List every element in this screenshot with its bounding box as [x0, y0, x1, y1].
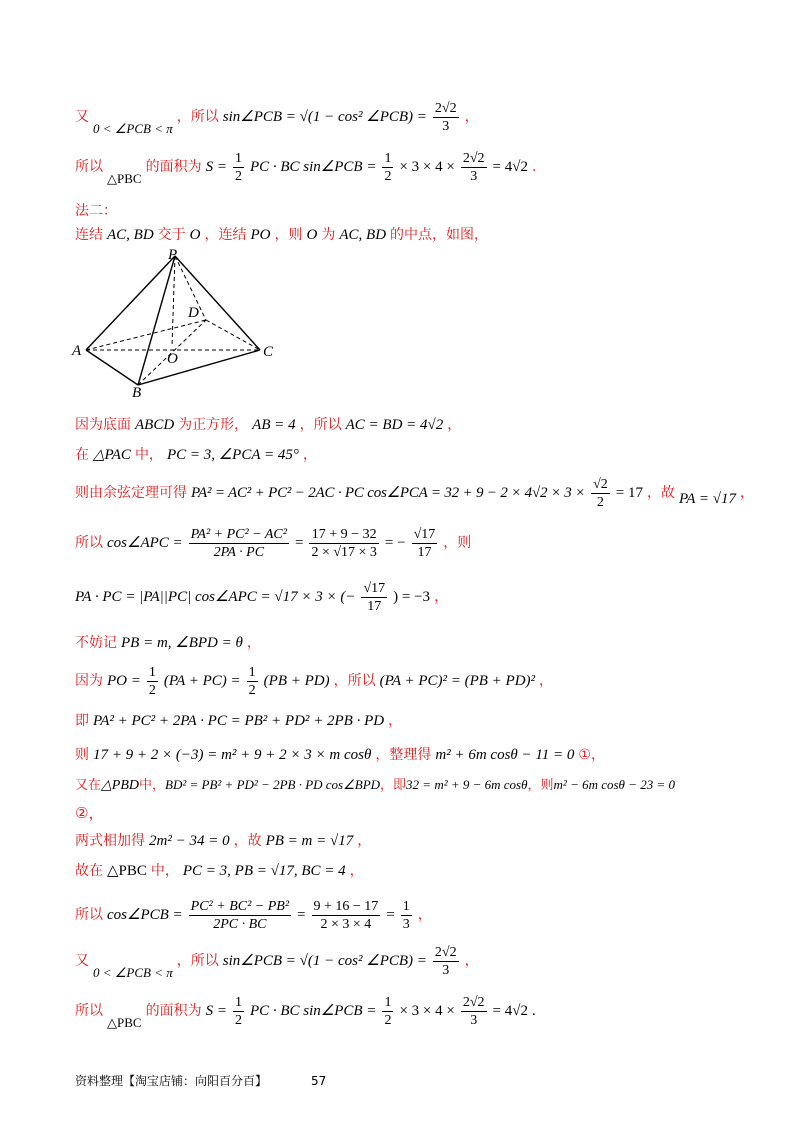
triangle-label: △PBC [107, 1015, 142, 1031]
text: ， [447, 417, 462, 433]
formula: PA = √17 [678, 491, 736, 508]
text: 即 [75, 713, 89, 729]
text: ②， [75, 804, 104, 822]
text: ， [349, 863, 364, 879]
edge-po [172, 256, 175, 346]
text: . [531, 159, 537, 176]
formula: ) = −3 [393, 589, 431, 606]
text: 中， [134, 447, 163, 463]
fraction: $\frac{1}{2}$ [148, 665, 156, 698]
formula: m² − 6m cosθ − 23 = 0 [553, 777, 675, 792]
formula: × 3 × 4 × [399, 159, 455, 176]
formula: 17 + 9 + 2 × (−3) = m² + 9 + 2 × 3 × m cosθ [93, 747, 372, 763]
formula: O [306, 227, 318, 243]
fraction: $\frac{2√2}{3}$ [462, 151, 485, 184]
formula: PA · PC = |PA||PC| cos∠APC = √17 × 3 × (− [75, 589, 356, 606]
text: 在 [75, 447, 89, 463]
formula: = [294, 535, 304, 552]
text: ， [246, 635, 261, 651]
method-heading: 法二： [75, 203, 117, 219]
text: ， [302, 447, 317, 463]
fraction: $\frac{1}{2}$ [234, 151, 242, 184]
text: ，所以 [176, 953, 219, 970]
pyramid-diagram [70, 248, 280, 398]
line-13 [75, 744, 740, 764]
label-c: C [263, 344, 274, 360]
text: ， [417, 907, 432, 924]
edge-bc [138, 350, 260, 385]
formula: = 4√2 [492, 1003, 528, 1020]
text: ， [434, 589, 449, 606]
text: 为正方形， [178, 417, 249, 433]
formula: PC = 3, ∠PCA = 45° [166, 447, 299, 463]
text: ，所以 [333, 673, 376, 690]
line-2 [75, 150, 740, 185]
formula: (PA + PC) = [163, 673, 241, 690]
line-1 [75, 100, 740, 135]
formula: AC = BD = 4√2 [345, 417, 444, 433]
fraction: $\frac{1}{3}$ [402, 899, 410, 932]
formula: 32 = m² + 9 − 6m cosθ [406, 777, 528, 792]
formula: sin∠PCB = √(1 − cos² ∠PCB) = [222, 953, 427, 970]
text: 不妨记 [75, 635, 117, 651]
formula: PB = m = √17 [265, 833, 354, 849]
line-20 [75, 994, 740, 1029]
fraction: $\frac{17 + 9 - 32}{2 \times √17 \times 3}$ [311, 527, 377, 560]
text: 故在 [75, 863, 103, 879]
footer-source: 资料整理【淘宝店铺：向阳百分百】 [75, 1074, 268, 1088]
text: 则 [75, 747, 89, 763]
triangle-label: △PBC [107, 171, 142, 187]
line-12 [75, 710, 740, 730]
text: ，即 [380, 778, 407, 793]
edge-ad [86, 320, 206, 350]
formula: × 3 × 4 × [399, 1003, 455, 1020]
text: 因为 [75, 673, 103, 690]
formula: sin∠PCB = √(1 − cos² ∠PCB) = [222, 109, 427, 126]
formula: cos∠APC = [107, 535, 183, 552]
line-16 [75, 830, 740, 850]
fraction: $\frac{2√2}{3}$ [434, 101, 457, 134]
edge-ab [86, 350, 138, 385]
text: 所以 [75, 535, 103, 552]
formula: O [189, 227, 201, 243]
text: ，所以 [299, 417, 342, 433]
text: 又在 [75, 778, 102, 793]
text: ， [539, 673, 554, 690]
text: 的中点，如图， [390, 227, 489, 243]
text: ，故 [233, 833, 262, 849]
text: ，连结 [204, 227, 247, 243]
line-17 [75, 860, 740, 880]
text: 的面积为 [145, 1003, 202, 1020]
formula: = [297, 907, 306, 924]
line-15 [75, 802, 740, 823]
line-10 [75, 632, 740, 652]
line-5 [75, 414, 740, 434]
fraction: $\frac{2√2}{3}$ [462, 995, 485, 1028]
formula: cos∠PCB = [107, 907, 183, 924]
line-7 [75, 476, 754, 511]
fraction: $\frac{1}{2}$ [234, 995, 242, 1028]
formula: AC, BD [107, 227, 154, 243]
text: 则由余弦定理可得 [75, 485, 187, 502]
label-a: A [72, 343, 82, 359]
fraction: $\frac{√17}{17}$ [413, 527, 436, 560]
text: ， [357, 833, 372, 849]
text: 中， [139, 778, 166, 793]
line-18 [75, 898, 740, 933]
text: 又 [75, 109, 89, 126]
text: ，则 [274, 227, 303, 243]
formula: 2m² − 34 = 0 [149, 833, 230, 849]
formula: △PBD [101, 778, 139, 793]
formula: PC = 3, PB = √17, BC = 4 [182, 863, 346, 879]
condition: 0 < ∠PCB < π [93, 121, 173, 137]
line-4 [75, 224, 740, 244]
page-number: 57 [311, 1074, 327, 1088]
formula: PA² = AC² + PC² − 2AC · PC cos∠PCA = 32 + 9 − 2 × 4√2 × 3 × [191, 485, 586, 502]
text: . [531, 1003, 536, 1020]
text: 为 [321, 227, 336, 243]
text: 交于 [157, 227, 186, 243]
text: 的面积为 [145, 159, 202, 176]
text: ， [739, 485, 754, 502]
label-d: D [188, 305, 199, 321]
edge-dc [206, 320, 260, 350]
text: ，所以 [176, 109, 219, 126]
formula: PC · BC sin∠PCB = [249, 159, 377, 176]
line-3 [75, 200, 740, 220]
text: ①， [578, 747, 605, 763]
text: ，则 [527, 778, 554, 793]
text: 所以 [75, 159, 103, 176]
line-9 [75, 580, 740, 615]
formula: = 17 [615, 485, 643, 502]
formula: = [386, 907, 395, 924]
formula: AB = 4 [252, 417, 296, 433]
edge-pc [175, 256, 260, 350]
fraction: $\frac{9 + 16 - 17}{2 \times 3 \times 4}$ [313, 899, 379, 932]
formula: = 4√2 [492, 159, 528, 176]
fraction: $\frac{√2}{2}$ [593, 477, 608, 510]
page-footer [75, 1072, 326, 1089]
line-14 [75, 774, 740, 794]
formula: △PAC [93, 447, 131, 463]
formula: PO [250, 227, 271, 243]
text: ， [464, 953, 479, 970]
text: ，则 [443, 535, 472, 552]
text: 所以 [75, 907, 103, 924]
text: ，整理得 [375, 747, 432, 763]
formula: AC, BD [339, 227, 387, 243]
text: 中， [150, 863, 179, 879]
label-p: P [168, 248, 178, 263]
formula: PO = [107, 673, 141, 690]
line-11 [75, 664, 740, 699]
fraction: $\frac{√17}{17}$ [363, 581, 386, 614]
text: 又 [75, 953, 89, 970]
line-6 [75, 444, 740, 464]
formula: (PB + PD) [263, 673, 330, 690]
text: 连结 [75, 227, 103, 243]
text: 所以 [75, 1003, 103, 1020]
fraction: $\frac{\text{PA² + PC² − AC²}}{2PA \cdot PC}$ [190, 527, 287, 560]
triangle-label: △PBC [107, 863, 147, 879]
text: ， [388, 713, 403, 729]
fraction: $\frac{1}{2}$ [384, 995, 392, 1028]
text: 因为底面 [75, 417, 131, 433]
fraction: $\frac{2√2}{3}$ [434, 945, 457, 978]
text: ， [464, 109, 479, 126]
formula: ABCD [135, 417, 175, 433]
fraction: $\frac{1}{2}$ [248, 665, 256, 698]
formula: (PA + PC)² = (PB + PD)² [379, 673, 536, 690]
text: ，故 [646, 485, 675, 502]
label-o: O [167, 351, 178, 367]
formula: m² + 6m cosθ − 11 = 0 [435, 747, 575, 763]
fraction: $\frac{1}{2}$ [384, 151, 392, 184]
line-8 [75, 526, 740, 561]
label-b: B [132, 385, 142, 398]
line-19 [75, 944, 740, 979]
condition: 0 < ∠PCB < π [93, 965, 173, 981]
formula: = − [384, 535, 406, 552]
formula: S = [205, 159, 227, 176]
text: 两式相加得 [75, 833, 145, 849]
formula: PB = m, ∠BPD = θ [121, 635, 243, 651]
formula: BD² = PB² + PD² − 2PB · PD cos∠BPD [165, 777, 381, 792]
formula: PA² + PC² + 2PA · PC = PB² + PD² + 2PB · PD [93, 713, 385, 729]
formula: PC · BC sin∠PCB = [249, 1003, 377, 1020]
formula: S = [205, 1003, 227, 1020]
fraction: $\frac{\text{PC² + BC² − PB²}}{2PC \cdot BC}$ [190, 899, 290, 932]
